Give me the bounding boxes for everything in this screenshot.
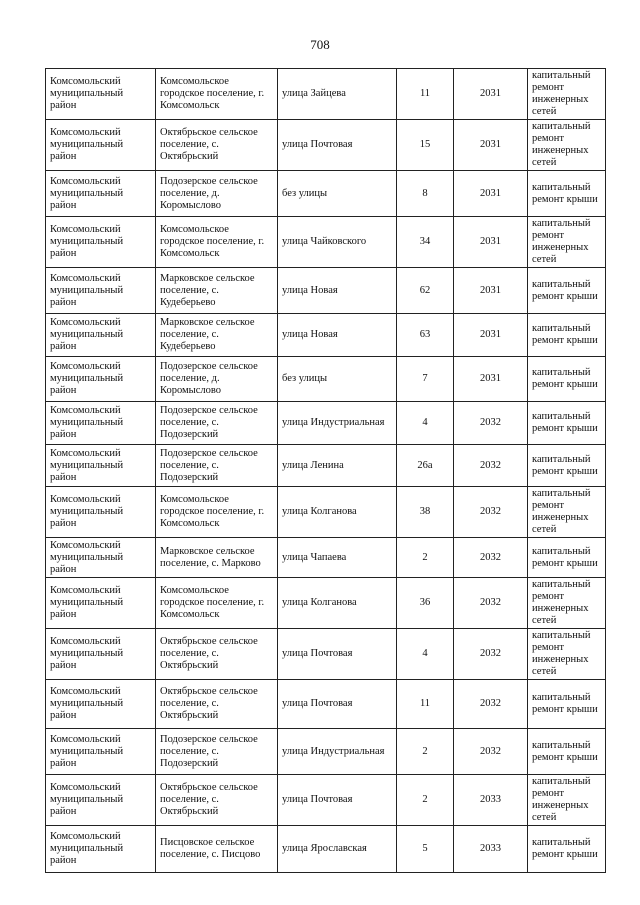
work-type-cell: капитальный ремонт инженерных сетей [528,487,606,538]
settlement-cell: Октябрьское сельское поселение, с. Октябрьский [156,120,278,171]
year-cell: 2033 [454,775,528,826]
table-row [46,69,606,120]
settlement-cell: Подозерское сельское поселение, д. Коромыслово [156,171,278,217]
table-row [46,217,606,268]
district-cell: Комсомольский муниципальный район [46,314,156,357]
district-cell: Комсомольский муниципальный район [46,69,156,120]
house-number-cell: 62 [397,268,454,314]
works-table [45,68,606,873]
year-cell: 2032 [454,629,528,680]
year-cell: 2032 [454,538,528,578]
table-row [46,314,606,357]
street-cell: без улицы [278,357,397,402]
settlement-cell: Марковское сельское поселение, с. Кудеберьево [156,314,278,357]
street-cell: улица Колганова [278,487,397,538]
district-cell: Комсомольский муниципальный район [46,402,156,445]
house-number-cell: 4 [397,402,454,445]
house-number-cell: 38 [397,487,454,538]
table-row [46,268,606,314]
table-row [46,775,606,826]
house-number-cell: 7 [397,357,454,402]
settlement-cell: Писцовское сельское поселение, с. Писцово [156,826,278,873]
district-cell: Комсомольский муниципальный район [46,826,156,873]
district-cell: Комсомольский муниципальный район [46,680,156,729]
settlement-cell: Комсомольское городское поселение, г. Комсомольск [156,578,278,629]
work-type-cell: капитальный ремонт инженерных сетей [528,217,606,268]
street-cell: улица Зайцева [278,69,397,120]
table-row [46,445,606,487]
year-cell: 2032 [454,578,528,629]
settlement-cell: Комсомольское городское поселение, г. Комсомольск [156,487,278,538]
year-cell: 2031 [454,357,528,402]
year-cell: 2031 [454,171,528,217]
work-type-cell: капитальный ремонт инженерных сетей [528,120,606,171]
district-cell: Комсомольский муниципальный район [46,578,156,629]
house-number-cell: 8 [397,171,454,217]
settlement-cell: Комсомольское городское поселение, г. Комсомольск [156,69,278,120]
district-cell: Комсомольский муниципальный район [46,268,156,314]
street-cell: улица Почтовая [278,629,397,680]
district-cell: Комсомольский муниципальный район [46,729,156,775]
work-type-cell: капитальный ремонт крыши [528,314,606,357]
year-cell: 2032 [454,487,528,538]
district-cell: Комсомольский муниципальный район [46,120,156,171]
table-row [46,538,606,578]
table-row [46,578,606,629]
street-cell: улица Новая [278,268,397,314]
year-cell: 2032 [454,402,528,445]
house-number-cell: 36 [397,578,454,629]
work-type-cell: капитальный ремонт крыши [528,171,606,217]
settlement-cell: Октябрьское сельское поселение, с. Октябрьский [156,680,278,729]
street-cell: улица Чайковского [278,217,397,268]
table-row [46,402,606,445]
work-type-cell: капитальный ремонт крыши [528,729,606,775]
house-number-cell: 26а [397,445,454,487]
table-row [46,629,606,680]
street-cell: улица Колганова [278,578,397,629]
table-row [46,357,606,402]
district-cell: Комсомольский муниципальный район [46,538,156,578]
table-row [46,487,606,538]
page-number: 708 [310,37,330,52]
year-cell: 2033 [454,826,528,873]
work-type-cell: капитальный ремонт крыши [528,445,606,487]
district-cell: Комсомольский муниципальный район [46,217,156,268]
house-number-cell: 11 [397,69,454,120]
street-cell: без улицы [278,171,397,217]
settlement-cell: Подозерское сельское поселение, с. Подозерский [156,445,278,487]
work-type-cell: капитальный ремонт крыши [528,402,606,445]
settlement-cell: Подозерское сельское поселение, д. Коромыслово [156,357,278,402]
district-cell: Комсомольский муниципальный район [46,629,156,680]
house-number-cell: 5 [397,826,454,873]
district-cell: Комсомольский муниципальный район [46,171,156,217]
year-cell: 2032 [454,445,528,487]
year-cell: 2032 [454,729,528,775]
table-row [46,826,606,873]
street-cell: улица Почтовая [278,120,397,171]
house-number-cell: 63 [397,314,454,357]
work-type-cell: капитальный ремонт инженерных сетей [528,69,606,120]
table-row [46,729,606,775]
table-row [46,171,606,217]
street-cell: улица Индустриальная [278,402,397,445]
street-cell: улица Ленина [278,445,397,487]
house-number-cell: 11 [397,680,454,729]
settlement-cell: Подозерское сельское поселение, с. Подозерский [156,729,278,775]
year-cell: 2031 [454,268,528,314]
settlement-cell: Комсомольское городское поселение, г. Комсомольск [156,217,278,268]
street-cell: улица Новая [278,314,397,357]
settlement-cell: Подозерское сельское поселение, с. Подозерский [156,402,278,445]
house-number-cell: 2 [397,729,454,775]
year-cell: 2031 [454,314,528,357]
house-number-cell: 34 [397,217,454,268]
settlement-cell: Марковское сельское поселение, с. Марково [156,538,278,578]
work-type-cell: капитальный ремонт крыши [528,826,606,873]
work-type-cell: капитальный ремонт инженерных сетей [528,578,606,629]
year-cell: 2031 [454,217,528,268]
work-type-cell: капитальный ремонт крыши [528,538,606,578]
house-number-cell: 15 [397,120,454,171]
street-cell: улица Почтовая [278,775,397,826]
year-cell: 2031 [454,120,528,171]
street-cell: улица Ярославская [278,826,397,873]
table-row [46,120,606,171]
street-cell: улица Индустриальная [278,729,397,775]
year-cell: 2032 [454,680,528,729]
year-cell: 2031 [454,69,528,120]
settlement-cell: Октябрьское сельское поселение, с. Октябрьский [156,629,278,680]
district-cell: Комсомольский муниципальный район [46,357,156,402]
work-type-cell: капитальный ремонт крыши [528,268,606,314]
house-number-cell: 4 [397,629,454,680]
work-type-cell: капитальный ремонт крыши [528,680,606,729]
settlement-cell: Октябрьское сельское поселение, с. Октябрьский [156,775,278,826]
district-cell: Комсомольский муниципальный район [46,775,156,826]
house-number-cell: 2 [397,775,454,826]
work-type-cell: капитальный ремонт инженерных сетей [528,629,606,680]
work-type-cell: капитальный ремонт крыши [528,357,606,402]
work-type-cell: капитальный ремонт инженерных сетей [528,775,606,826]
settlement-cell: Марковское сельское поселение, с. Кудеберьево [156,268,278,314]
house-number-cell: 2 [397,538,454,578]
district-cell: Комсомольский муниципальный район [46,445,156,487]
district-cell: Комсомольский муниципальный район [46,487,156,538]
table-row [46,680,606,729]
street-cell: улица Чапаева [278,538,397,578]
street-cell: улица Почтовая [278,680,397,729]
